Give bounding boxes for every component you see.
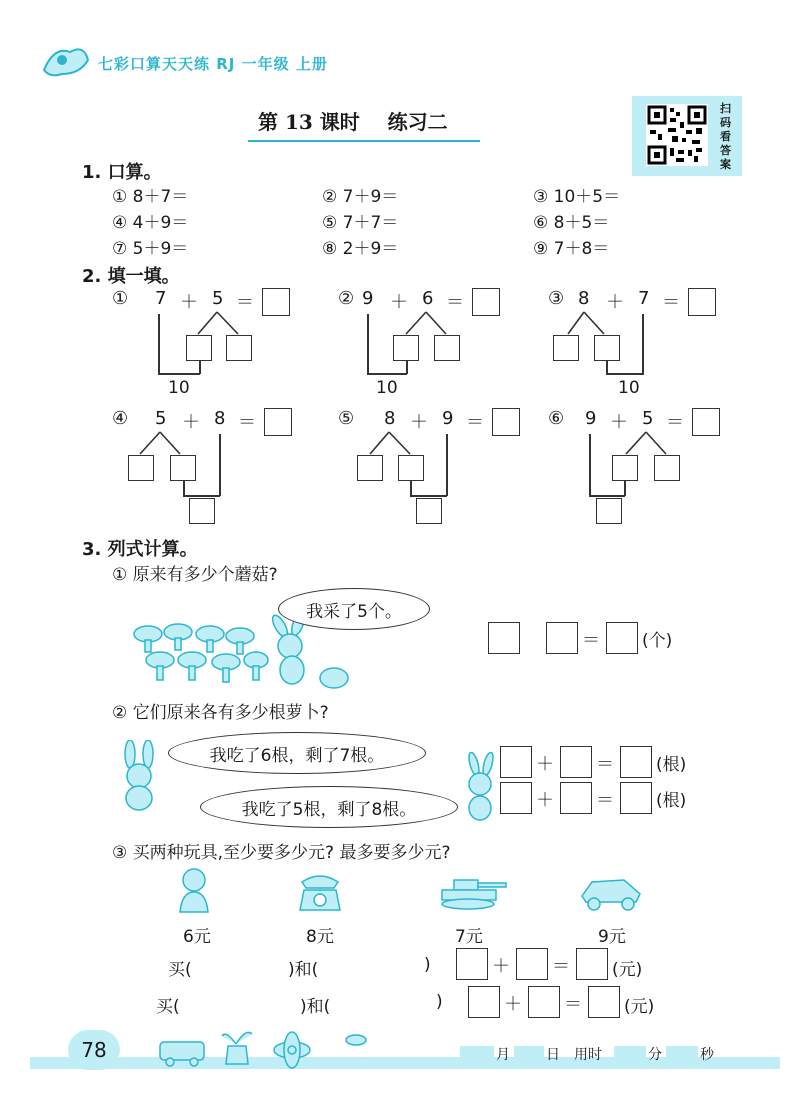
q3-p3-question: ③ 买两种玩具,至少要多少元? 最多要多少元?: [112, 843, 451, 863]
p2-split-box-2[interactable]: [434, 335, 460, 361]
footer-month: 月: [496, 1047, 510, 1063]
p5-split-box-2[interactable]: [398, 455, 424, 481]
q1-item-4: ④ 4＋9＝: [112, 213, 189, 233]
footer-day: 日: [546, 1047, 560, 1063]
q3-p2-speech-bubble-1: [168, 732, 426, 774]
p1-b: 5: [212, 288, 224, 309]
q3-p2-row2-box-1[interactable]: [500, 782, 532, 814]
q3-p1-box-2[interactable]: [546, 622, 578, 654]
q3-p2-row2-equals: ＝: [596, 790, 614, 811]
p2-label: ②: [338, 288, 355, 309]
p6-answer-box[interactable]: [692, 408, 720, 436]
p4-plus: ＋: [182, 412, 200, 433]
q3-p3-row2-and: )和(: [300, 997, 331, 1017]
q3-p1-speech-bubble: [278, 588, 430, 630]
p4-equals: ＝: [238, 412, 256, 433]
p3-split-box-1[interactable]: [553, 335, 579, 361]
q3-p3-row2-plus: ＋: [504, 994, 522, 1015]
q3-p1-question: ① 原来有多少个蘑菇?: [112, 565, 278, 585]
p2-a: 9: [362, 288, 374, 309]
q3-p2-question: ② 它们原来各有多少根萝卜?: [112, 703, 329, 723]
p4-split-lines: [130, 430, 190, 456]
p4-a: 5: [155, 408, 167, 429]
q1-item-2: ② 7＋9＝: [322, 187, 399, 207]
q3-p3-row1-result-box[interactable]: [576, 948, 608, 980]
race-car-toy-icon: [576, 872, 646, 912]
price-tank: 7元: [455, 927, 483, 947]
page-number: 78: [81, 1038, 107, 1062]
q3-p3-row2-close: ): [436, 992, 443, 1012]
q3-p2-row1-box-2[interactable]: [560, 746, 592, 778]
q3-p1-box-1[interactable]: [488, 622, 520, 654]
p6-sum-box[interactable]: [596, 498, 622, 524]
q3-p2-row1-unit: (根): [656, 755, 687, 775]
page-number-badge: [68, 1030, 120, 1070]
p3-ten: 10: [618, 378, 640, 398]
p2-ten: 10: [376, 378, 398, 398]
footer-second: 秒: [700, 1047, 714, 1063]
q3-p2-row1-box-1[interactable]: [500, 746, 532, 778]
q3-p3-row2-unit: (元): [624, 997, 655, 1017]
p3-split-box-2[interactable]: [594, 335, 620, 361]
p6-b: 5: [642, 408, 654, 429]
qr-panel[interactable]: [632, 96, 742, 176]
q3-p3-row2-result-box[interactable]: [588, 986, 620, 1018]
p1-answer-box[interactable]: [262, 288, 290, 316]
p3-a: 8: [578, 288, 590, 309]
q3-p2-row2-box-2[interactable]: [560, 782, 592, 814]
doll-toy-icon: [172, 866, 216, 914]
q1-item-8: ⑧ 2＋9＝: [322, 239, 399, 259]
p3-label: ③: [548, 288, 565, 309]
p1-split-lines: [190, 310, 250, 336]
q3-p3-row1-box-1[interactable]: [456, 948, 488, 980]
p4-split-box-1[interactable]: [128, 455, 154, 481]
p1-plus: ＋: [180, 292, 198, 313]
p3-answer-box[interactable]: [688, 288, 716, 316]
q3-p3-row2-buy: 买(: [156, 997, 180, 1017]
p6-split-box-2[interactable]: [654, 455, 680, 481]
series-header: [98, 53, 328, 74]
p3-split-lines: [560, 310, 620, 336]
q3-p2-row2-result-box[interactable]: [620, 782, 652, 814]
q1-item-5: ⑤ 7＋7＝: [322, 213, 399, 233]
q2-title: 2. 填一填。: [82, 266, 180, 287]
rabbit-left-icon: [112, 740, 168, 812]
p5-split-box-1[interactable]: [357, 455, 383, 481]
p2-b: 6: [422, 288, 434, 309]
q3-p1-bubble-text: 我采了5个。: [306, 601, 402, 622]
q1-item-9: ⑨ 7＋8＝: [533, 239, 610, 259]
rabbit-right-icon: [458, 752, 502, 824]
p3-b: 7: [638, 288, 650, 309]
q3-p3-row1-unit: (元): [612, 960, 643, 980]
q3-p1-result-box[interactable]: [606, 622, 638, 654]
p4-sum-box[interactable]: [189, 498, 215, 524]
q3-p3-row2-box-2[interactable]: [528, 986, 560, 1018]
lesson-title: 第 13 课时 练习二: [258, 110, 448, 134]
footer-decoration-icon: [156, 1024, 376, 1070]
p5-split-lines: [360, 430, 420, 456]
p4-split-box-2[interactable]: [170, 455, 196, 481]
volume: 上册: [295, 55, 328, 73]
q3-p3-row1-close: ): [424, 955, 431, 975]
qr-label: 扫码看答案: [720, 102, 731, 171]
q3-p3-row2-box-1[interactable]: [468, 986, 500, 1018]
p6-split-lines: [612, 430, 672, 456]
q3-p2-bubble-text-1: 我吃了6根，剩了7根。: [209, 745, 385, 766]
p4-label: ④: [112, 408, 129, 429]
p2-split-box-1[interactable]: [393, 335, 419, 361]
p5-sum-box[interactable]: [416, 498, 442, 524]
p1-equals: ＝: [236, 292, 254, 313]
p3-plus: ＋: [606, 292, 624, 313]
p3-equals: ＝: [662, 292, 680, 313]
q3-p3-row1-and: )和(: [288, 960, 319, 980]
mushrooms-icon: [130, 620, 270, 692]
q1-item-7: ⑦ 5＋9＝: [112, 239, 189, 259]
p2-answer-box[interactable]: [472, 288, 500, 316]
p1-label: ①: [112, 288, 129, 309]
p1-a: 7: [155, 288, 167, 309]
title-underline: [248, 140, 480, 142]
q3-p2-speech-bubble-2: [200, 786, 458, 828]
p4-answer-box[interactable]: [264, 408, 292, 436]
q3-p2-row1-result-box[interactable]: [620, 746, 652, 778]
series-name: 七彩口算天天练: [98, 55, 211, 73]
p5-a: 8: [384, 408, 396, 429]
q3-title: 3. 列式计算。: [82, 539, 198, 560]
p5-equals: ＝: [466, 412, 484, 433]
p1-split-box-1[interactable]: [186, 335, 212, 361]
p5-answer-box[interactable]: [492, 408, 520, 436]
q3-p1-equals: ＝: [582, 630, 600, 651]
grade: 一年级: [241, 55, 290, 73]
price-race-car: 9元: [598, 927, 626, 947]
q1-item-6: ⑥ 8＋5＝: [533, 213, 610, 233]
p5-plus: ＋: [410, 412, 428, 433]
p6-split-box-1[interactable]: [612, 455, 638, 481]
q1-item-1: ① 8＋7＝: [112, 187, 189, 207]
p2-plus: ＋: [390, 292, 408, 313]
q3-p3-row1-buy: 买(: [168, 960, 192, 980]
telephone-toy-icon: [296, 868, 344, 912]
p1-ten: 10: [168, 378, 190, 398]
q3-p2-row2-unit: (根): [656, 791, 687, 811]
edition: RJ: [216, 55, 236, 73]
price-doll: 6元: [183, 927, 211, 947]
p2-equals: ＝: [446, 292, 464, 313]
q3-p3-row1-plus: ＋: [492, 956, 510, 977]
p1-split-box-2[interactable]: [226, 335, 252, 361]
q3-p3-row1-box-2[interactable]: [516, 948, 548, 980]
p6-equals: ＝: [666, 412, 684, 433]
q3-p2-row1-plus: ＋: [536, 754, 554, 775]
q1-item-3: ③ 10＋5＝: [533, 187, 621, 207]
q3-p2-bubble-text-2: 我吃了5根，剩了8根。: [241, 799, 417, 820]
p2-split-lines: [398, 310, 458, 336]
series-logo-icon: [40, 40, 92, 84]
q3-p1-unit: (个): [642, 631, 673, 651]
footer-minute: 分: [648, 1047, 662, 1063]
p4-b: 8: [214, 408, 226, 429]
p6-label: ⑥: [548, 408, 565, 429]
p6-a: 9: [585, 408, 597, 429]
p6-plus: ＋: [610, 412, 628, 433]
q1-title: 1. 口算。: [82, 162, 162, 183]
q3-p2-row1-equals: ＝: [596, 754, 614, 775]
price-telephone: 8元: [306, 927, 334, 947]
qr-code-icon: [646, 104, 708, 166]
tank-toy-icon: [438, 874, 508, 910]
p5-label: ⑤: [338, 408, 355, 429]
footer-time-used: 用时: [574, 1047, 602, 1063]
q3-p2-row2-plus: ＋: [536, 790, 554, 811]
q3-p3-row1-equals: ＝: [552, 956, 570, 977]
q3-p3-row2-equals: ＝: [564, 994, 582, 1015]
p5-b: 9: [442, 408, 454, 429]
